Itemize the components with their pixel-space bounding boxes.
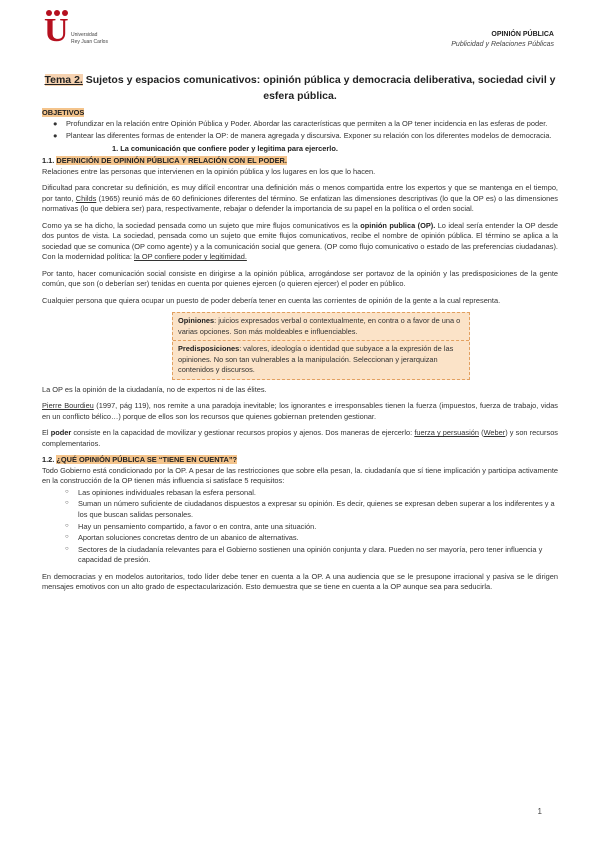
- page-number: 1: [537, 807, 542, 816]
- paragraph: Por tanto, hacer comunicación social consiste en dirigirse a la opinión pública, arrogándose ser portavoz de la opinión y las predisposiciones de la gente común, que son (o deberían ser) tenidas en cuenta por quienes ejercen (o quieren ejercer) el poder en público.: [42, 268, 558, 289]
- list-item-text: Sectores de la ciudadanía relevantes para el Gobierno sostienen una opinión conjunta y clara. Pueden no ser mayoría, pero tener influencia y capacidad de presión.: [78, 544, 543, 565]
- definition-opiniones: [173, 313, 469, 340]
- circle-bullet-icon: ○: [65, 534, 69, 541]
- objetivo-2: Plantear las diferentes formas de entender la OP: de manera agregada y discursiva. Exponer su relación con los diferentes modelos de democracia.: [66, 131, 552, 141]
- logo-line-1: Universidad: [71, 32, 98, 38]
- document-body: [42, 72, 558, 599]
- text-run: (1965) reunió más de 60 definiciones diferentes del término. Se enfatizan las dimensiones descriptivas (lo que la OP es) o las dimensiones normativas (lo que debiera ser) para, respectivamente, rebajar o defender la importancia de su papel en la política o el orden social.: [42, 193, 558, 214]
- underlined-text: fuerza y persuasión: [414, 428, 479, 438]
- list-item: [65, 499, 558, 520]
- author-childs: Childs: [75, 193, 97, 203]
- objetivos-heading: [42, 108, 558, 119]
- circle-bullet-icon: ○: [65, 500, 69, 507]
- title-number: Tema 2.: [44, 74, 83, 86]
- author-bourdieu: Pierre Bourdieu: [42, 401, 94, 411]
- definition-predisposiciones: [173, 340, 469, 379]
- bold-term: poder: [50, 428, 72, 438]
- text-run: (: [478, 428, 484, 438]
- paragraph: [42, 401, 558, 422]
- university-logo: [44, 10, 114, 52]
- section-1-2-title: ¿QUÉ OPINIÓN PÚBLICA SE “TIENE EN CUENTA”?: [56, 455, 238, 465]
- circle-bullet-icon: ○: [65, 545, 69, 552]
- bullet-icon: ●: [53, 131, 58, 141]
- page-header: [451, 30, 554, 50]
- text-run: Dificultad para concretar su definición, es muy difícil encontrar una definición más o menos compartida entre los expertos y que se mantenga en el tiempo, por tanto,: [42, 183, 558, 203]
- section-1-2-heading: [42, 455, 558, 466]
- logo-u-icon: U: [44, 12, 69, 49]
- list-item: [53, 131, 558, 142]
- list-item: [65, 487, 558, 499]
- requisitos-list: [42, 488, 558, 566]
- header-subject: OPINIÓN PÚBLICA: [491, 31, 554, 38]
- text-run: ) y son recursos complementarios.: [42, 428, 559, 448]
- list-item-text: Suman un número suficiente de ciudadanos dispuestos a expresar su opinión. Es decir, quienes se expresan deben superar a los indiferentes y a los que buscan salidas personales.: [78, 499, 555, 519]
- text-run: consiste en la capacidad de movilizar y gestionar recursos propios y ajenos. Dos maneras de ejercerlo:: [71, 428, 415, 438]
- definitions-box: [172, 312, 470, 380]
- section-1-1-heading: [42, 156, 558, 167]
- header-degree: Publicidad y Relaciones Públicas: [451, 41, 554, 48]
- text-run: (1997, pág 119), nos remite a una paradoja inevitable; los ignorantes e irresponsables tienen la fuerza (impuestos, fuerza de trabajo, vidas en un conflicto bélico…) porque de ellos son los recursos que quienes gobiernan pretenden gestionar.: [42, 401, 558, 421]
- bold-term: opinión publica (OP).: [360, 220, 436, 230]
- paragraph: La OP es la opinión de la ciudadanía, no de expertos ni de las élites.: [42, 384, 267, 394]
- author-weber: Weber: [483, 428, 506, 438]
- text-run: El: [42, 428, 51, 438]
- list-item: [53, 118, 558, 130]
- paragraph: Relaciones entre las personas que intervienen en la opinión pública y los lugares en los que lo hacen.: [42, 166, 376, 176]
- definition-text: : juicios expresados verbal o contextualmente, en contra o a favor de una o varias opciones. Son más moldeables e influenciables.: [178, 316, 461, 336]
- objetivo-1: Profundizar en la relación entre Opinión Pública y Poder. Abordar las características que permiten a la OP tener incidencia en las esferas de poder.: [66, 118, 548, 128]
- section-1-1-title: DEFINICIÓN DE OPINIÓN PÚBLICA Y RELACIÓN CON EL PODER.: [56, 156, 287, 166]
- list-item: [65, 533, 558, 544]
- paragraph: [42, 183, 558, 215]
- page-title: [42, 72, 558, 104]
- list-item-text: Aportan soluciones concretas dentro de un abanico de alternativas.: [78, 533, 299, 543]
- list-item-text: Las opiniones individuales rebasan la esfera personal.: [78, 487, 256, 497]
- logo-line-2: Rey Juan Carlos: [71, 39, 108, 45]
- circle-bullet-icon: ○: [65, 488, 69, 495]
- circle-bullet-icon: ○: [65, 522, 69, 529]
- objetivos-heading-text: OBJETIVOS: [42, 108, 85, 117]
- title-text: Sujetos y espacios comunicativos: opinión pública y democracia deliberativa, sociedad civil y esfera pública.: [82, 74, 556, 102]
- section-1-2-number: 1.2.: [42, 455, 57, 465]
- section-1-1-number: 1.1.: [42, 156, 57, 166]
- definition-term: Opiniones: [178, 316, 215, 326]
- text-run: Como ya se ha dicho, la sociedad pensada como un sujeto que mire flujos comunicativos es la: [42, 220, 361, 230]
- subheading-1: 1. La comunicación que confiere poder y legitima para ejercerlo.: [112, 143, 338, 153]
- paragraph: Cualquier persona que quiera ocupar un puesto de poder debería tener en cuenta las corrientes de opinión de la gente a la cual representa.: [42, 295, 501, 305]
- list-item: [65, 521, 558, 533]
- definition-text: : valores, ideología o identidad que subyace a la expresión de las opiniones. No son tan vulnerables a la manipulación. Seleccionan y jerarquizan contenidos y discursos.: [178, 344, 454, 375]
- list-item-text: Hay un pensamiento compartido, a favor o en contra, ante una situación.: [78, 521, 317, 531]
- paragraph: Todo Gobierno está condicionado por la OP. A pesar de las restricciones que sobre ella pesan, la. ciudadanía que sí tiene implicación y participa activamente en la construcción de la OP tienen más influencia si satisface 5 requisitos:: [42, 465, 558, 486]
- underlined-text: la OP confiere poder y legitimidad.: [134, 252, 247, 262]
- list-item: [65, 544, 558, 566]
- paragraph: [42, 428, 558, 449]
- logo-text: [71, 32, 131, 46]
- paragraph: [42, 221, 558, 263]
- text-run: Lo ideal sería entender la OP desde dos puntos de vista. La sociedad, pensada como un sujeto que emite flujos comunicativos, recibe el nombre de opinión pública. El término se aplica a la sociedad que se comunica (OP como agente) y a la comunicación social que genera. (OP como flujo comunicativo o estado de las preferencias ciudadanas). Con la modernidad política:: [42, 220, 559, 262]
- definition-term: Predisposiciones: [178, 344, 240, 354]
- bullet-icon: ●: [53, 118, 58, 128]
- paragraph: En democracias y en modelos autoritarios, todo líder debe tener en cuenta a la OP. A una audiencia que se le presupone irracional y pasiva se le dirigen mensajes emotivos con un alto grado de espectacularización. Esto demuestra que se tiene en cuenta a la OP aunque sea para seducirla.: [42, 571, 558, 592]
- objetivos-list: [42, 119, 558, 142]
